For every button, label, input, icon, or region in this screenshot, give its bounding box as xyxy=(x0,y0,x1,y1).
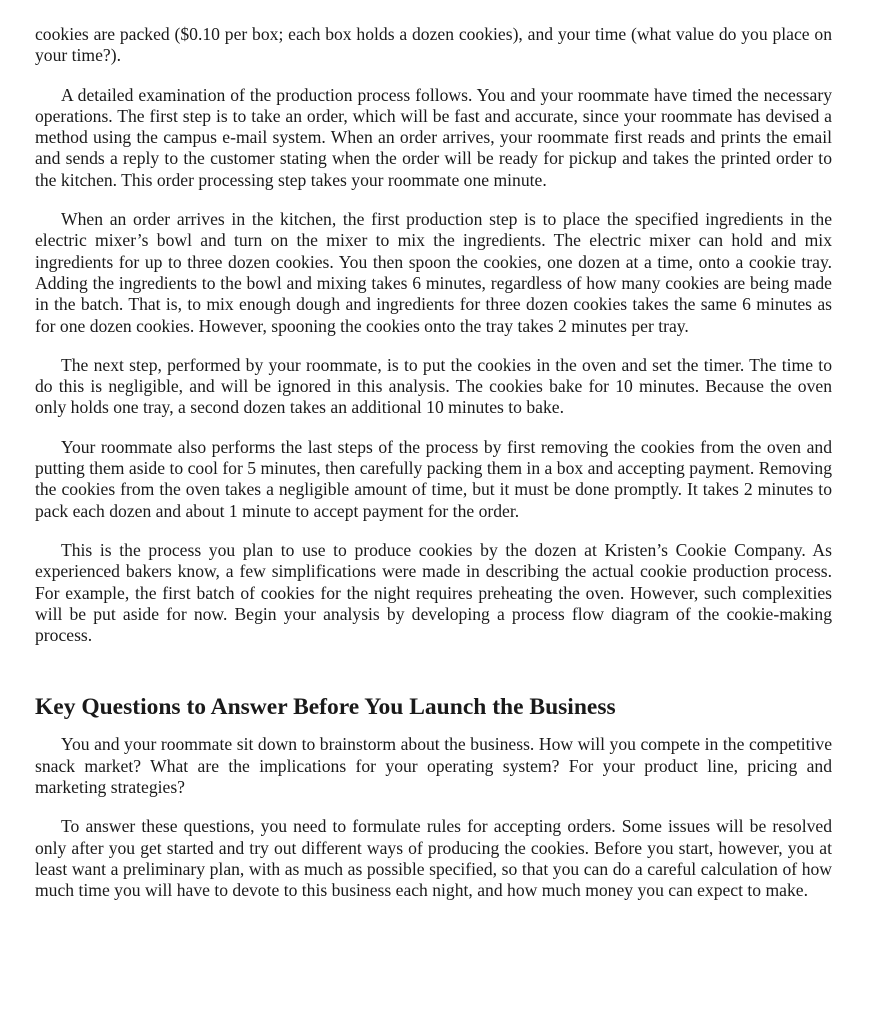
document-page xyxy=(35,24,832,902)
paragraph-production-overview: A detailed examination of the production process follows. You and your roommate have timed the necessary operations. The first step is to take an order, which will be fast and accurate, since your roommate has devised a method using the campus e-mail system. When an order arrives, your roommate first reads and prints the email and sends a reply to the customer stating when the order will be ready for pickup and takes the printed order to the kitchen. This order processing step takes your roommate one minute. xyxy=(35,84,832,190)
paragraph-packing-step: Your roommate also performs the last steps of the process by first removing the cookies from the oven and putting them aside to cool for 5 minutes, then carefully packing them in a box and accepting payment. Removing the cookies from the oven takes a negligible amount of time, but it must be done promptly. It takes 2 minutes to pack each dozen and about 1 minute to accept payment for the order. xyxy=(35,436,832,521)
paragraph-brainstorm: You and your roommate sit down to brainstorm about the business. How will you compete in the competitive snack market? What are the implications for your operating system? For your product line, pricing and marketing strategies? xyxy=(35,734,832,798)
paragraph-continued: cookies are packed ($0.10 per box; each box holds a dozen cookies), and your time (what value do you place on your time?). xyxy=(35,24,832,66)
section-heading: Key Questions to Answer Before You Launch the Business xyxy=(35,694,616,721)
paragraph-process-summary: This is the process you plan to use to produce cookies by the dozen at Kristen’s Cookie Company. As experienced bakers know, a few simplifications were made in describing the actual cookie production process. For example, the first batch of cookies for the night requires preheating the oven. However, such complexities will be put aside for now. Begin your analysis by developing a process flow diagram of the cookie-making process. xyxy=(35,539,832,646)
paragraph-mixing-step: When an order arrives in the kitchen, the first production step is to place the specified ingredients in the electric mixer’s bowl and turn on the mixer to mix the ingredients. The electric mixer can hold and mix ingredients for up to three dozen cookies. You then spoon the cookies, one dozen at a time, onto a cookie tray. Adding the ingredients to the bowl and mixing takes 6 minutes, regardless of how many cookies are being made in the batch. That is, to mix enough dough and ingredients for three dozen cookies takes the same 6 minutes as for one dozen cookies. However, spooning the cookies onto the tray takes 2 minutes per tray. xyxy=(35,209,832,336)
paragraph-baking-step: The next step, performed by your roommate, is to put the cookies in the oven and set the timer. The time to do this is negligible, and will be ignored in this analysis. The cookies bake for 10 minutes. Because the oven only holds one tray, a second dozen takes an additional 10 minutes to bake. xyxy=(35,354,832,418)
paragraph-order-rules: To answer these questions, you need to formulate rules for accepting orders. Some issues will be resolved only after you get started and try out different ways of producing the cookies. Before you start, however, you at least want a preliminary plan, with as much as possible specified, so that you can do a careful calculation of how much time you will have to devote to this business each night, and how much money you can expect to make. xyxy=(35,816,832,901)
